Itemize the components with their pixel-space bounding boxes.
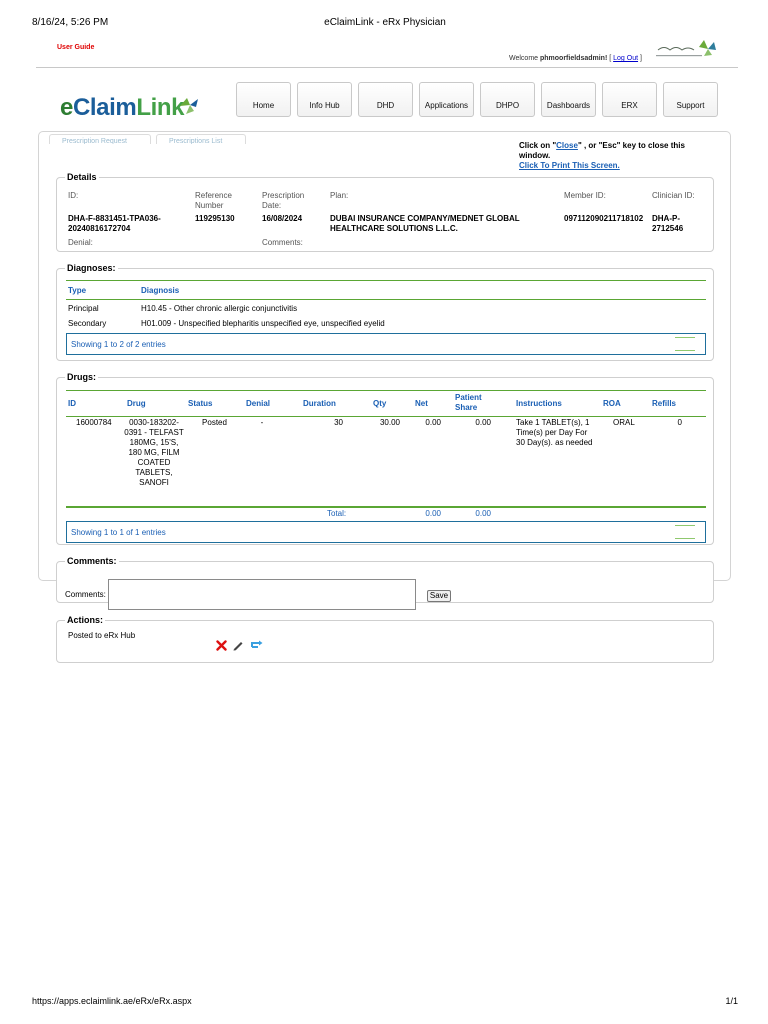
diagnoses-legend: Diagnoses: [67, 263, 116, 273]
drug-status: Posted [202, 418, 227, 427]
comments-textarea[interactable] [108, 579, 416, 610]
drug-refills: 0 [677, 418, 682, 427]
print-datetime: 8/16/24, 5:26 PM [32, 17, 109, 28]
user-guide-link[interactable]: User Guide [57, 44, 95, 51]
save-button[interactable]: Save [427, 590, 451, 602]
denial-label: Denial: [68, 238, 93, 247]
logout-link[interactable]: Log Out [613, 55, 639, 62]
nav-applications[interactable]: Applications [419, 82, 474, 117]
diagnosis-row-text: H10.45 - Other chronic allergic conjunctivitis [141, 304, 298, 313]
col-duration[interactable]: Duration [303, 399, 336, 408]
drugs-legend: Drugs: [67, 372, 96, 382]
drugs-pager[interactable] [675, 525, 695, 539]
drug-denial: - [260, 418, 264, 427]
drug-roa: ORAL [613, 418, 635, 427]
total-net: 0.00 [425, 509, 441, 518]
drug-patient-share: 0.00 [475, 418, 491, 427]
close-instructions: Click on "Close" , or "Esc" key to close this window. Click To Print This Screen. [519, 141, 685, 170]
print-screen-link[interactable]: Click To Print This Screen. [519, 161, 620, 170]
tab-prescription-request[interactable]: Prescription Request [49, 134, 151, 144]
clinician-id-value: DHA-P-2712546 [652, 214, 684, 233]
member-id-value: 097112090211718102 [564, 214, 644, 223]
diagnoses-table-info [66, 333, 706, 355]
col-id[interactable]: ID [68, 399, 76, 408]
total-label: Total: [327, 509, 347, 518]
reference-number-label: Reference Number [195, 191, 232, 210]
prescription-date-value: 16/08/2024 [262, 214, 303, 223]
action-icons [216, 640, 263, 651]
drug-duration: 30 [334, 418, 343, 427]
print-page-title: eClaimLink - eRx Physician [324, 17, 446, 28]
action-status: Posted to eRx Hub [68, 631, 136, 640]
drugs-table-header [66, 390, 706, 417]
diagnoses-table-header [66, 280, 706, 300]
print-url: https://apps.eclaimlink.ae/eRx/eRx.aspx [32, 996, 192, 1006]
eclaimlink-logo: eClaimLink [60, 94, 185, 121]
drugs-entries-count: Showing 1 to 1 of 1 entries [71, 528, 166, 537]
delete-icon[interactable] [216, 640, 227, 651]
drug-qty: 30.00 [379, 418, 400, 427]
resubmit-icon[interactable] [250, 640, 263, 651]
drugs-table-info [66, 521, 706, 543]
col-qty[interactable]: Qty [373, 399, 387, 408]
diagnoses-pager[interactable] [675, 337, 695, 351]
print-header [32, 17, 738, 31]
diagnosis-row-text: H01.009 - Unspecified blepharitis unspecified eye, unspecified eyelid [141, 319, 385, 328]
dubai-health-authority-logo [654, 36, 720, 62]
col-denial[interactable]: Denial [246, 399, 271, 408]
comments-legend: Comments: [67, 556, 117, 566]
diagnosis-row-type: Secondary [68, 319, 107, 328]
col-patient-share[interactable]: Patient Share [455, 393, 482, 412]
total-divider [66, 506, 706, 508]
details-legend: Details [67, 172, 97, 182]
drug-net: 0.00 [425, 418, 441, 427]
nav-dhd[interactable]: DHD [358, 82, 413, 117]
nav-erx[interactable]: ERX [602, 82, 657, 117]
drug-name: 0030-183202-0391 - TELFAST 180MG, 15'S, 180 MG, FILM COATED TABLETS, SANOFI [124, 418, 184, 487]
drug-id: 16000784 [76, 418, 112, 427]
tab-prescriptions-list[interactable]: Prescriptions List [156, 134, 246, 144]
plan-value: DUBAI INSURANCE COMPANY/MEDNET GLOBAL HEALTHCARE SOLUTIONS L.L.C. [330, 214, 520, 233]
comments-detail-label: Comments: [262, 238, 303, 247]
id-value: DHA-F-8831451-TPA036-20240816172704 [68, 214, 161, 233]
nav-support[interactable]: Support [663, 82, 718, 117]
col-roa[interactable]: ROA [603, 399, 621, 408]
col-diagnosis[interactable]: Diagnosis [141, 286, 180, 295]
header-divider [36, 67, 738, 68]
col-net[interactable]: Net [415, 399, 428, 408]
print-page-number: 1/1 [725, 996, 738, 1006]
welcome-prefix: Welcome [509, 55, 540, 62]
details-section [56, 172, 714, 252]
actions-legend: Actions: [67, 615, 103, 625]
clinician-id-label: Clinician ID: [652, 191, 695, 200]
edit-icon[interactable] [233, 640, 244, 651]
diagnoses-section [56, 263, 714, 361]
comments-section [56, 556, 714, 603]
nav-home[interactable]: Home [236, 82, 291, 117]
logo-star-icon [178, 96, 200, 116]
nav-dhpo[interactable]: DHPO [480, 82, 535, 117]
member-id-label: Member ID: [564, 191, 606, 200]
welcome-message: Welcome phmoorfieldsadmin! [ Log Out ] [509, 55, 642, 62]
col-drug[interactable]: Drug [127, 399, 146, 408]
main-nav [236, 82, 718, 117]
col-type[interactable]: Type [68, 286, 87, 295]
prescription-date-label: Prescription Date: [262, 191, 305, 210]
actions-section [56, 615, 714, 663]
nav-info-hub[interactable]: Info Hub [297, 82, 352, 117]
total-patient-share: 0.00 [475, 509, 491, 518]
col-refills[interactable]: Refills [652, 399, 677, 408]
diagnosis-row-type: Principal [68, 304, 99, 313]
nav-dashboards[interactable]: Dashboards [541, 82, 596, 117]
comments-label: Comments: [65, 590, 106, 599]
username: phmoorfieldsadmin! [540, 55, 608, 62]
drug-instructions: Take 1 TABLET(s), 1 Time(s) per Day For 30 Day(s). as needed [516, 418, 593, 447]
col-instructions[interactable]: Instructions [516, 399, 562, 408]
col-status[interactable]: Status [188, 399, 213, 408]
diagnoses-entries-count: Showing 1 to 2 of 2 entries [71, 340, 166, 349]
drugs-section [56, 372, 714, 545]
plan-label: Plan: [330, 191, 349, 200]
close-link[interactable]: Close [556, 141, 578, 150]
id-label: ID: [68, 191, 79, 200]
reference-number-value: 119295130 [195, 214, 235, 223]
